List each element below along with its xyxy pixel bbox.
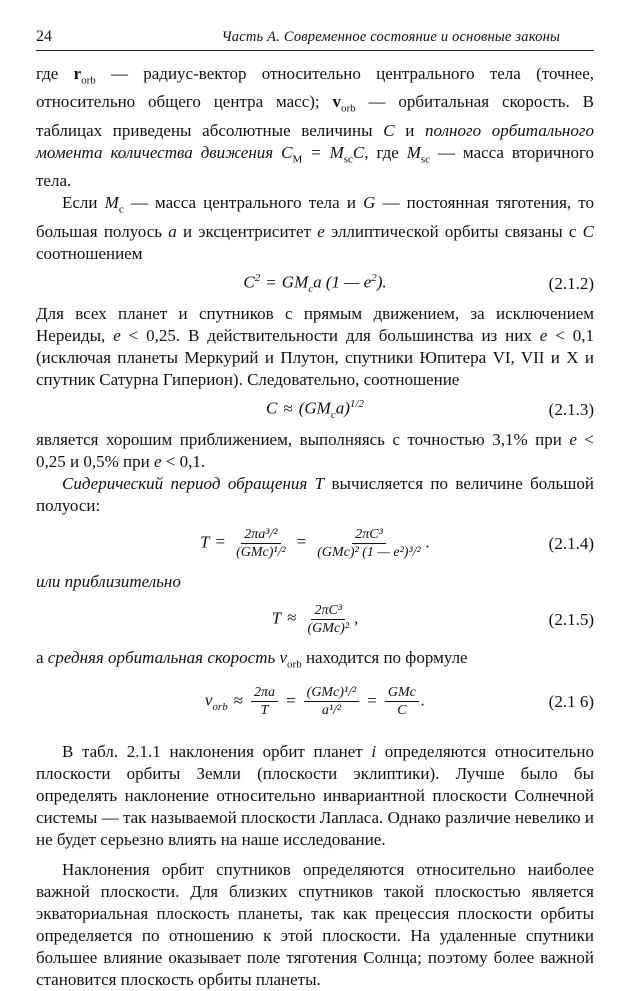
equation-2-1-4: T = $\frac{\text{2πa³/²}}{\text{(GMc)¹/²}}$ = $\frac{\text{2πC³}}{\text{(GMc)² (1 — e²)³/²}}$ . (2.1.4) — [200, 527, 594, 561]
paragraph-5: Сидерический период обращения T вычисляется по величине большой полуоси: — [36, 473, 594, 515]
equation-number: (2.1.3) — [548, 399, 594, 419]
equation-2-1-3: $C \approx (GM_ca)^{1/2}$ (2.1.3) — [266, 398, 594, 422]
equation-number: (2.1.2) — [548, 273, 594, 293]
paragraph-9: Наклонения орбит спутников определяются относительно наиболее важной плоскости. Для близких спутников такой плоскостью является экваториальная плоскость планеты, так как прецессия плоскости орбиты определяется по отношению к этой плоскости. На удаленные спутники большее влияние оказывает поле тяготения Солнца; поэтому более важной становится плоскость орбиты планеты. — [36, 859, 594, 989]
paragraph-2: Если $M_c$ — масса центрального тела и G — постоянная тяготения, то большая полуось a и эксцентриситет e эллиптической орбиты связаны с C соотношением — [36, 193, 594, 263]
paragraph-4: является хорошим приближением, выполняясь с точностью 3,1% при e < 0,25 и 0,5% при e < 0,1. — [36, 429, 594, 471]
term-angular-momentum: полного орбитального момента количества движения — [36, 120, 594, 162]
equation-number: (2.1 6) — [548, 691, 594, 711]
page-number: 24 — [36, 28, 52, 45]
equation-number: (2.1.4) — [548, 533, 594, 553]
paragraph-1: где $r_{orb}$ — радиус-вектор относительно центрального тела (точнее, относительно общего центра масс); $v_{orb}$ — орбитальная скорость. В таблицах приведены абсолютные величины C и полного орбитального момента количества движения $C_M = M_{sc}C$, где $M_{sc}$ — масса вторичного тела. — [36, 64, 594, 191]
equation-2-1-5: T ≈ $\frac{\text{2πC³}}{\text{(GMc)²}}$ , (2.1.5) — [271, 603, 594, 637]
paragraph-3: Для всех планет и спутников с прямым движением, за исключением Нереиды, e < 0,25. В действительности для большинства из них e < 0,1 (исключая планеты Меркурий и Плутон, спутники Юпитера VI, VII и X и спутник Сатурна Гиперион). Следовательно, соотношение — [36, 303, 594, 389]
paragraph-6: или приблизительно — [36, 571, 181, 591]
paragraph-8: В табл. 2.1.1 наклонения орбит планет i определяются относительно плоскости орбиты Земли (плоскости эклиптики). Лучше было бы определять наклонение относительно инвариантной плоскости Солнечной системы — так называемой плоскости Лапласа. Однако различие невелико и не будет серьезно влиять на наше исследование. — [36, 741, 595, 849]
equation-2-1-2: $C^2 = GM_ca$ (1 — $e^2$). (2.1.2) — [243, 272, 594, 296]
equation-number: (2.1.5) — [548, 609, 594, 629]
page — [36, 28, 594, 991]
paragraph-7: а средняя орбитальная скорость $v_{orb}$ находится по формуле — [36, 647, 468, 670]
page-body — [36, 63, 594, 991]
running-header — [36, 28, 594, 51]
running-title: Часть А. Современное состояние и основные законы — [221, 29, 560, 45]
equation-2-1-6: $v_{orb}$ ≈ $\frac{2\pi a}{T}$ = $\frac{\text{(GMc)¹/²}}{\text{a¹/²}}$ = $\frac{\text{GMc}}{C}$ . (2.1 6) — [204, 685, 594, 719]
